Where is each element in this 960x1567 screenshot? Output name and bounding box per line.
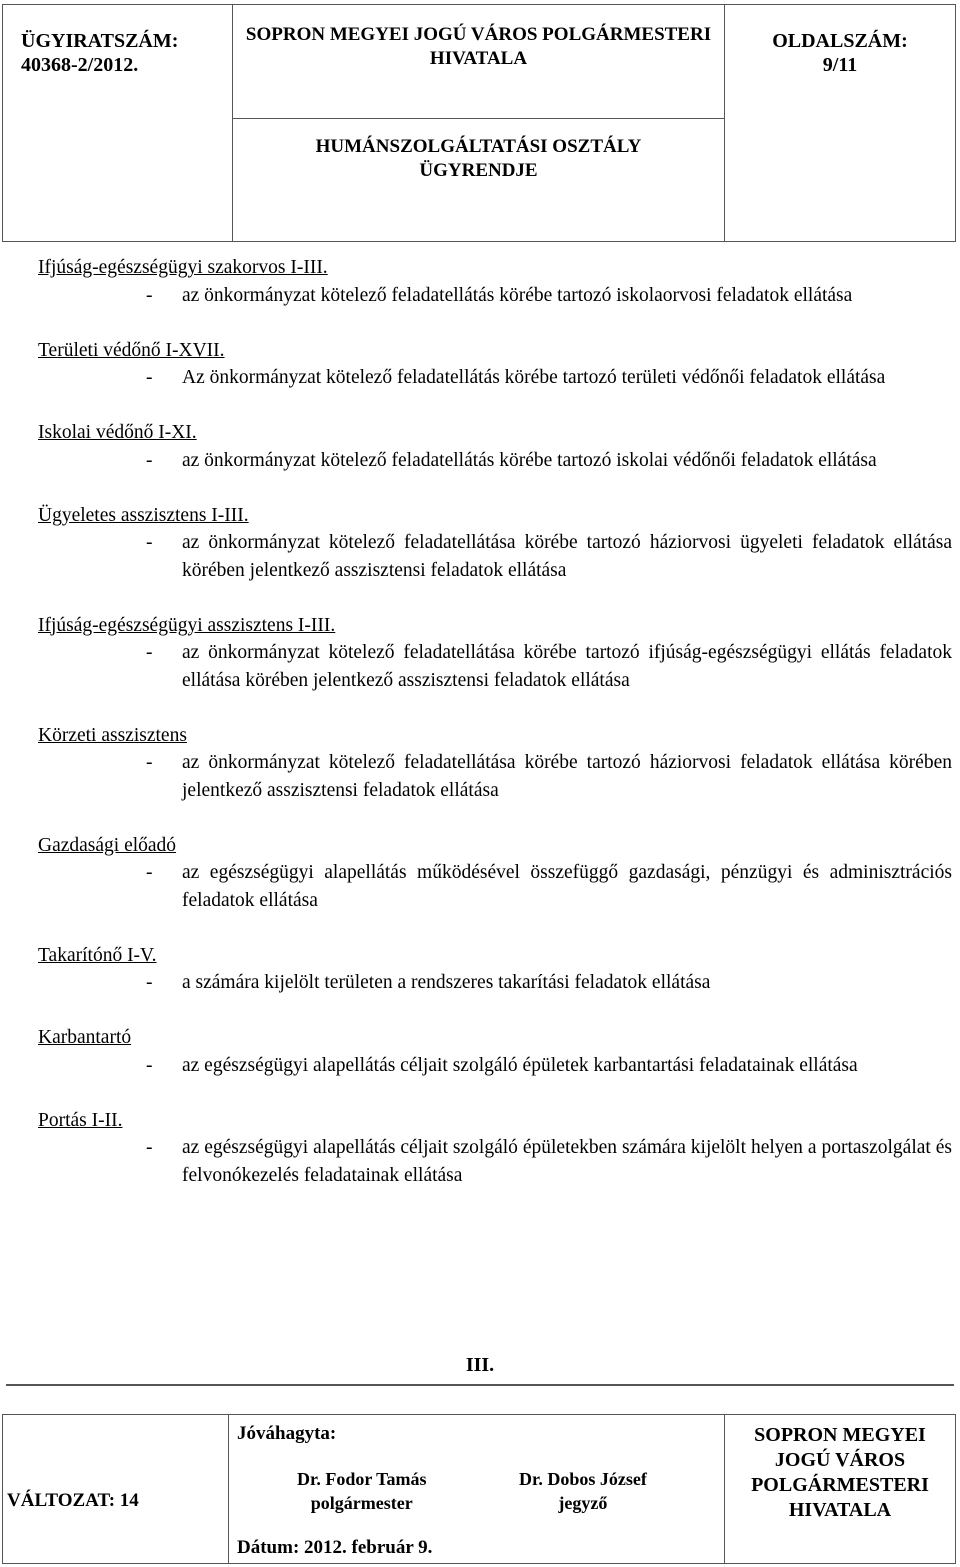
section: [38, 419, 952, 474]
registry-label: ÜGYIRATSZÁM:: [21, 30, 179, 52]
page-label: OLDALSZÁM:: [772, 30, 908, 52]
section: [38, 832, 952, 915]
list-item: [38, 859, 952, 914]
section: [38, 1107, 952, 1190]
section-title: Körzeti asszisztens: [38, 724, 187, 746]
item-text: az egészségügyi alapellátás céljait szolgáló épületek karbantartási feladatainak ellátása: [182, 1054, 858, 1076]
signer-mayor: [297, 1467, 427, 1515]
document-header: [2, 4, 956, 242]
section-title: Takarítónő I-V.: [38, 944, 157, 966]
bullet-dash: -: [146, 972, 153, 993]
list-item: [38, 749, 952, 804]
section-title: Iskolai védőnő I-XI.: [38, 422, 197, 443]
section: [38, 1024, 952, 1079]
bullet-dash: -: [146, 532, 153, 553]
bullet-dash: -: [146, 1137, 153, 1158]
footer-org-cell: [725, 1415, 955, 1563]
page-number: 9/11: [822, 54, 858, 76]
section: [38, 942, 952, 997]
bullet-dash: -: [146, 642, 153, 663]
footer-org-line1: SOPRON MEGYEI: [754, 1424, 926, 1446]
item-text: az önkormányzat kötelező feladatellátása körébe tartozó háziorvosi feladatok ellátása körében jelentkező asszisztensi feladatok ellátása: [182, 752, 952, 801]
bullet-dash: -: [146, 862, 153, 883]
org-name-line2: HIVATALA: [429, 48, 528, 69]
org-name-line1: SOPRON MEGYEI JOGÚ VÁROS POLGÁRMESTERI: [245, 24, 712, 45]
chapter-numeral: III.: [465, 1354, 495, 1376]
list-item: [38, 1052, 952, 1080]
approved-label: Jóváhagyta:: [237, 1423, 337, 1444]
item-text: az önkormányzat kötelező feladatellátás körébe tartozó iskolai védőnői feladatok ellátása: [182, 449, 877, 471]
section: [38, 612, 952, 695]
footer-org-line2: JOGÚ VÁROS: [774, 1449, 906, 1471]
page-cell: [725, 5, 955, 241]
signer-mayor-role: polgármester: [310, 1493, 413, 1513]
list-item: [38, 529, 952, 584]
item-text: az önkormányzat kötelező feladatellátás körébe tartozó iskolaorvosi feladatok ellátása: [182, 284, 853, 306]
list-item: [38, 1134, 952, 1189]
section-title: Gazdasági előadó: [38, 834, 177, 856]
section-title: Ügyeletes asszisztens I-III.: [38, 504, 249, 526]
bullet-dash: -: [146, 284, 153, 306]
document-footer: [2, 1414, 956, 1564]
bullet-dash: -: [146, 1054, 153, 1076]
item-text: az önkormányzat kötelező feladatellátása körébe tartozó ifjúság-egészségügyi ellátás feladatok ellátása körében jelentkező asszisztensi feladatok ellátása: [182, 642, 952, 691]
section-title: Ifjúság-egészségügyi asszisztens I-III.: [38, 614, 336, 636]
registry-number: 40368-2/2012.: [21, 54, 139, 76]
signer-notary-role: jegyző: [558, 1493, 608, 1513]
section-title: Karbantartó: [38, 1027, 132, 1048]
divider: [6, 1384, 954, 1386]
item-text: az egészségügyi alapellátás működésével összefüggő gazdasági, pénzügyi és adminisztrációs feladatok ellátása: [182, 862, 952, 911]
section-title: Portás I-II.: [38, 1109, 123, 1131]
section-title: Területi védőnő I-XVII.: [38, 339, 225, 361]
item-text: az önkormányzat kötelező feladatellátása körébe tartozó háziorvosi ügyeleti feladatok ellátása körében jelentkező asszisztensi feladatok ellátása: [182, 532, 952, 581]
signer-notary-name: Dr. Dobos József: [519, 1469, 647, 1489]
registry-cell: [3, 5, 233, 241]
list-item: [38, 282, 952, 310]
document-body: [38, 254, 952, 1189]
list-item: [38, 639, 952, 694]
signer-notary: [519, 1467, 647, 1515]
approval-date: Dátum: 2012. február 9.: [237, 1537, 433, 1558]
item-text: a számára kijelölt területen a rendszeres takarítási feladatok ellátása: [182, 972, 711, 993]
item-text: az egészségügyi alapellátás céljait szolgáló épületekben számára kijelölt helyen a portaszolgálat és felvonókezelés feladatainak ellátása: [182, 1137, 952, 1186]
org-cell: [233, 5, 725, 119]
dept-cell: [233, 119, 725, 241]
section: [38, 254, 952, 309]
version-cell: [3, 1415, 229, 1563]
list-item: [38, 364, 952, 392]
footer-org-line4: HIVATALA: [788, 1499, 892, 1521]
footer-org-line3: POLGÁRMESTERI: [751, 1474, 929, 1496]
version-label: VÁLTOZAT: 14: [7, 1490, 139, 1511]
list-item: [38, 447, 952, 475]
approval-cell: [229, 1415, 725, 1563]
list-item: [38, 969, 952, 997]
signer-mayor-name: Dr. Fodor Tamás: [297, 1469, 427, 1489]
bullet-dash: -: [146, 449, 153, 471]
dept-name-line2: ÜGYRENDJE: [419, 160, 538, 181]
section: [38, 502, 952, 585]
item-text: Az önkormányzat kötelező feladatellátás körébe tartozó területi védőnői feladatok ellátása: [182, 367, 886, 388]
section: [38, 337, 952, 392]
bullet-dash: -: [146, 752, 153, 773]
section-title: Ifjúság-egészségügyi szakorvos I-III.: [38, 257, 328, 278]
section: [38, 722, 952, 805]
dept-name-line1: HUMÁNSZOLGÁLTATÁSI OSZTÁLY: [315, 136, 642, 157]
bullet-dash: -: [146, 367, 153, 388]
